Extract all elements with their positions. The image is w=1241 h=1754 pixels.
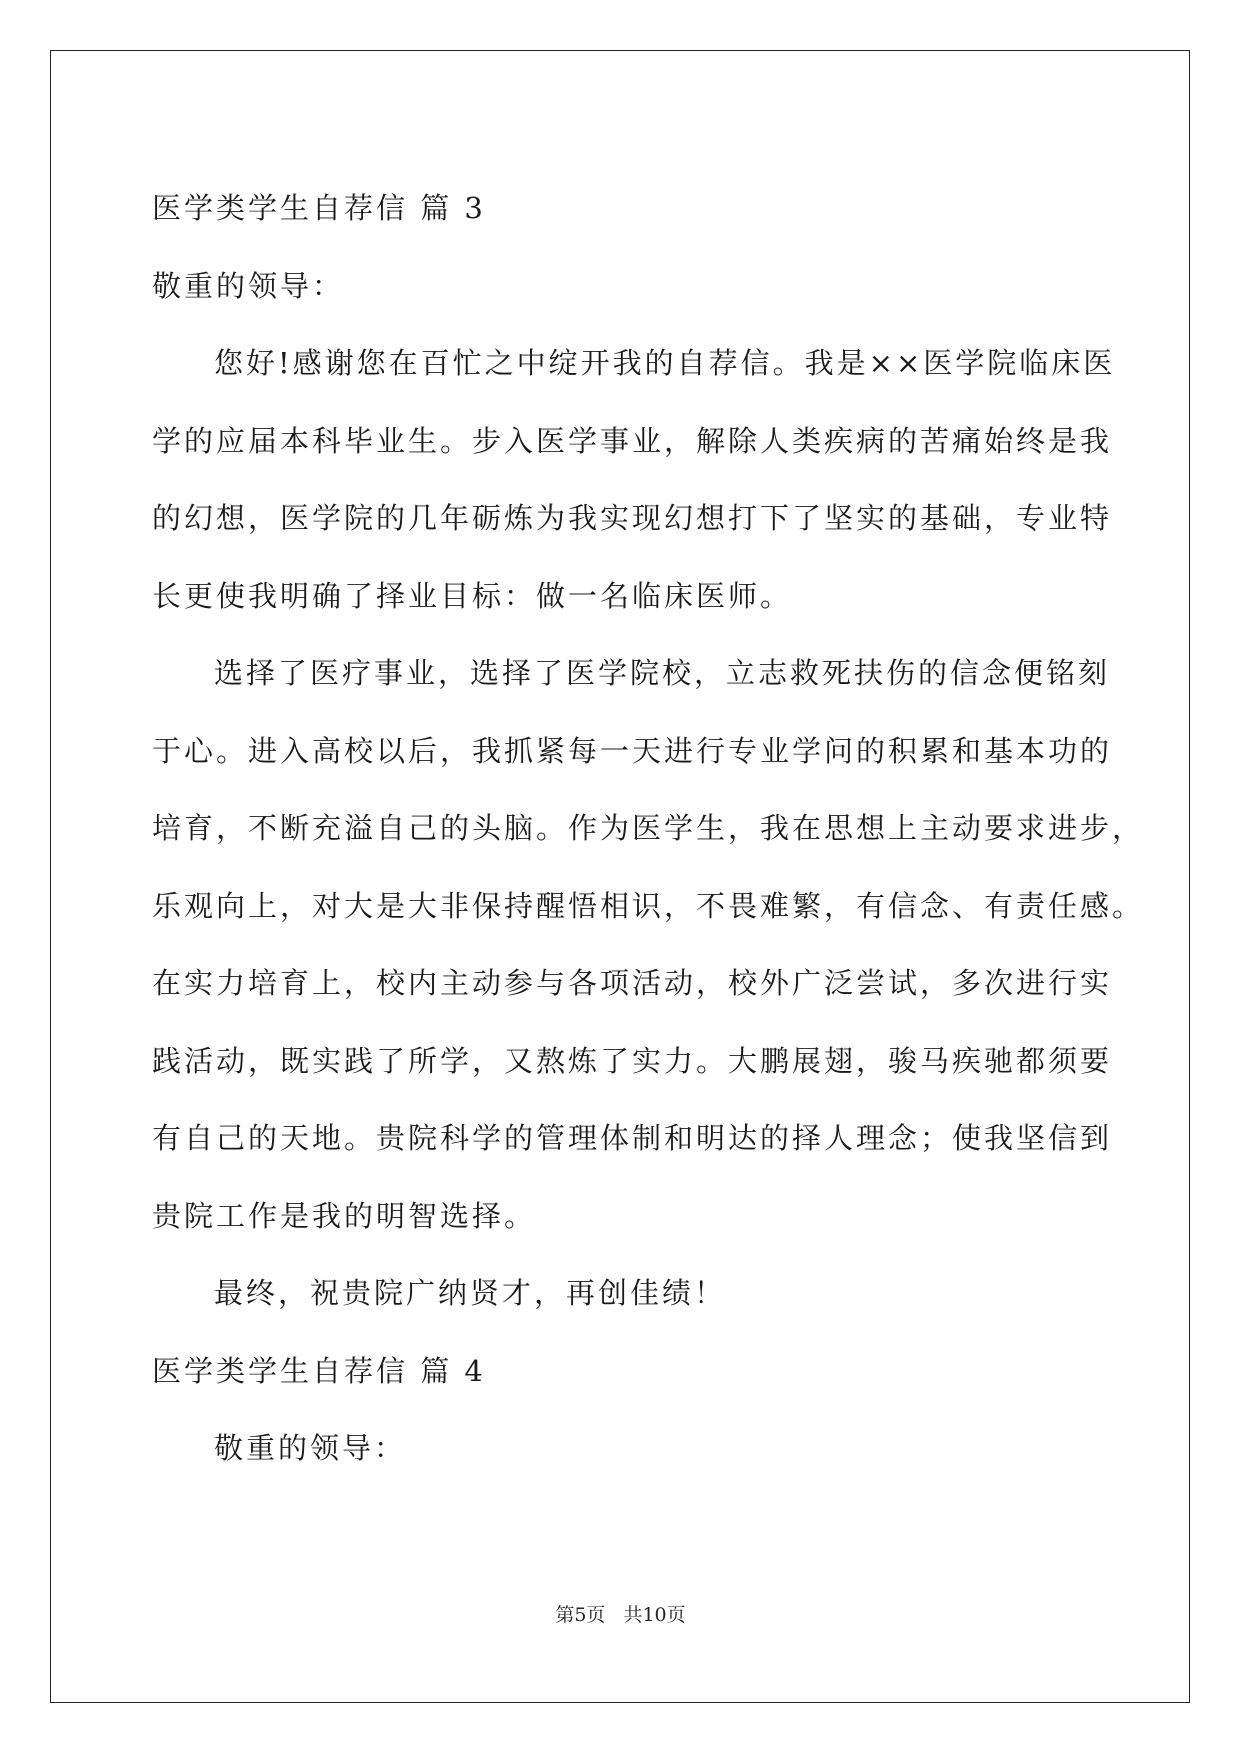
text-line: 乐观向上，对大是大非保持醒悟相识，不畏难繁，有信念、有责任感。	[152, 888, 1145, 923]
text-line: 于心。进入高校以后，我抓紧每一天进行专业学问的积累和基本功的	[152, 733, 1113, 768]
salutation-line: 敬重的领导：	[152, 268, 345, 303]
closing-line: 最终，祝贵院广纳贤才，再创佳绩！	[214, 1276, 727, 1310]
text-line: 贵院工作是我的明智选择。	[152, 1198, 537, 1233]
text-line: 的幻想，医学院的几年砺炼为我实现幻想打下了坚实的基础，专业特	[152, 501, 1113, 535]
document-body	[152, 170, 1145, 1488]
heading-line: 医学类学生自荐信 篇 3	[152, 191, 486, 225]
salutation-line: 敬重的领导：	[214, 1431, 407, 1465]
text-line: 在实力培育上，校内主动参与各项活动，校外广泛尝试，多次进行实	[152, 966, 1113, 1000]
page-number: 第5页	[555, 1604, 606, 1626]
text-line: 您好!感谢您在百忙之中绽开我的自荐信。我是××医学院临床医	[214, 346, 1116, 380]
text-line: 学的应届本科毕业生。步入医学事业，解除人类疾病的苦痛始终是我	[152, 423, 1113, 458]
text-line: 选择了医疗事业，选择了医学院校，立志救死扶伤的信念便铭刻	[214, 656, 1111, 690]
text-line: 有自己的天地。贵院科学的管理体制和明达的择人理念；使我坚信到	[152, 1121, 1113, 1155]
page-footer	[0, 1600, 1241, 1627]
text-line: 培育，不断充溢自己的头脑。作为医学生，我在思想上主动要求进步，	[152, 811, 1145, 845]
page-total: 共10页	[623, 1604, 686, 1626]
text-line: 践活动，既实践了所学，又熬炼了实力。大鹏展翅，骏马疾驰都须要	[152, 1043, 1113, 1078]
text-line: 长更使我明确了择业目标：做一名临床医师。	[152, 578, 793, 613]
heading-line: 医学类学生自荐信 篇 4	[152, 1353, 486, 1388]
